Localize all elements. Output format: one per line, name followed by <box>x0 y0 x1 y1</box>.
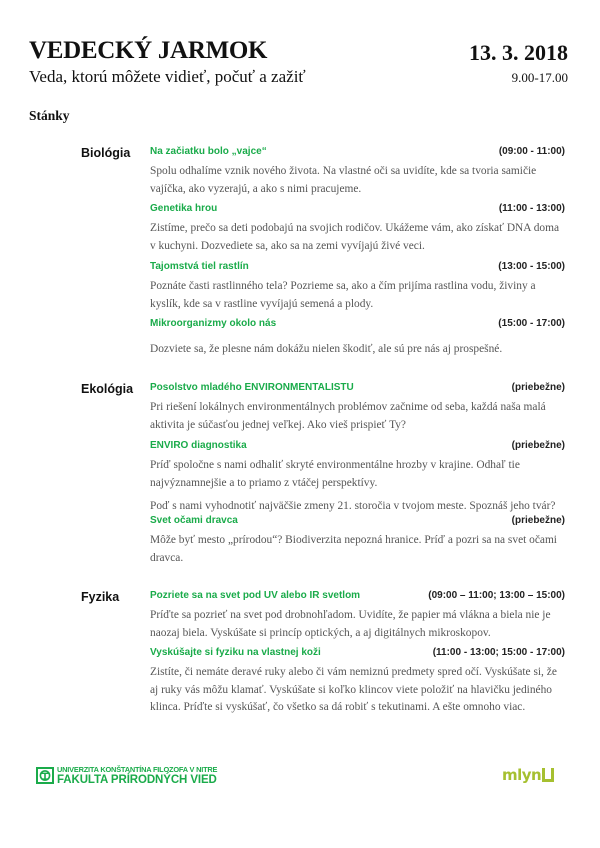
stand-description: Príď spoločne s nami odhaliť skryté environmentálne hrozby v krajine. Odhaľ tie najvýznamnejšie a to priamo z vtáčej perspektívy. <box>150 459 520 489</box>
mlyny-logo-mark-icon <box>542 768 554 782</box>
stand-item <box>150 146 565 198</box>
university-emblem-icon <box>36 767 54 784</box>
event-date: 13. 3. 2018 <box>469 40 568 65</box>
stand-item <box>150 203 565 255</box>
stand-item <box>150 515 565 567</box>
stand-time: (11:00 - 13:00) <box>498 203 565 214</box>
stand-title: Vyskúšajte si fyziku na vlastnej koži <box>150 647 321 658</box>
stand-item <box>150 590 565 642</box>
stand-time: (priebežne) <box>511 382 565 393</box>
category-label: Fyzika <box>81 590 120 604</box>
stand-title: Genetika hrou <box>150 203 218 214</box>
mlyny-logo <box>502 766 554 784</box>
stand-description: Zistíte, či nemáte deravé ruky alebo či vám nemiznú predmety spred očí. Vyskúšate si, že aj ruky vás môžu klamať. Vyskúšate si koľko klincov viete položiť na hlavičku jediného klinca. Príďte si vyskúšať, čo všetko sa dá robiť s tekutinami. A ešte omnoho viac. <box>150 666 557 713</box>
category-label: Ekológia <box>81 382 134 396</box>
stand-item <box>150 382 565 434</box>
stand-extra-description: Poď s nami vyhodnotiť najväčšie zmeny 21. storočia v tvojom meste. Spoznáš jeho tvár? <box>150 500 556 512</box>
stand-item <box>150 647 565 717</box>
stand-title: ENVIRO diagnostika <box>150 440 247 451</box>
stand-item <box>150 440 565 515</box>
stand-item <box>150 261 565 313</box>
faculty-name: FAKULTA PRÍRODNÝCH VIED <box>57 774 217 786</box>
stand-title: Tajomstvá tiel rastlín <box>150 261 249 272</box>
stand-description: Poznáte časti rastlinného tela? Pozrieme sa, ako a čím prijíma rastlina vodu, živiny a kyslík, kde sa v rastline vyvíjajú semená a plody. <box>150 280 536 310</box>
category-label: Biológia <box>81 146 131 160</box>
stand-time: (09:00 – 11:00; 13:00 – 15:00) <box>428 590 565 601</box>
stand-description: Príďte sa pozrieť na svet pod drobnohľadom. Uvidíte, že papier má vlákna a biela nie je naozaj biela. Vyskúšate si princíp optických, a aj digitálnych mikroskopov. <box>150 609 551 639</box>
stand-item <box>150 318 565 359</box>
stand-time: (11:00 - 13:00; 15:00 - 17:00) <box>432 647 565 658</box>
stand-description: Pri riešení lokálnych environmentálnych problémov začnime od seba, každá naša malá aktivita je súčasťou jednej veľkej. Ako vieš prispieť Ty? <box>150 401 546 431</box>
event-hours: 9.00-17.00 <box>511 70 568 85</box>
stand-description: Spolu odhalíme vznik nového života. Na vlastné oči sa uvidíte, kde sa tvoria samičie vajíčka, ako vyzerajú, a ako s nimi pracujeme. <box>150 165 537 195</box>
stand-title: Svet očami dravca <box>150 515 238 526</box>
page-subtitle: Veda, ktorú môžete vidieť, počuť a zažiť <box>29 67 306 86</box>
stand-title: Posolstvo mladého ENVIRONMENTALISTU <box>150 382 354 393</box>
stand-time: (priebežne) <box>511 440 565 451</box>
stand-time: (priebežne) <box>511 515 565 526</box>
stand-description: Dozviete sa, že plesne nám dokážu nielen škodiť, ale sú pre nás aj prospešné. <box>150 343 503 355</box>
section-heading: Stánky <box>29 108 70 123</box>
stand-time: (15:00 - 17:00) <box>498 318 565 329</box>
mlyny-logo-text: mlyn <box>502 766 542 784</box>
stand-title: Mikroorganizmy okolo nás <box>150 318 277 329</box>
page-title: VEDECKÝ JARMOK <box>29 37 268 64</box>
stand-time: (09:00 - 11:00) <box>498 146 565 157</box>
university-name: UNIVERZITA KONŠTANTÍNA FILOZOFA V NITRE <box>57 765 218 774</box>
ukf-fpv-logo <box>36 765 217 786</box>
stand-description: Zistíme, prečo sa deti podobajú na svojich rodičov. Ukážeme vám, ako získať DNA doma v kuchyni. Dozvediete sa, ako sa na zemi vyvíjajú živé veci. <box>150 222 560 252</box>
stand-time: (13:00 - 15:00) <box>498 261 565 272</box>
stand-title: Na začiatku bolo „vajce“ <box>150 146 267 157</box>
stand-description: Môže byť mesto „prírodou“? Biodiverzita nepozná hranice. Príď a pozri sa na svet očami dravca. <box>150 534 557 564</box>
stand-title: Pozriete sa na svet pod UV alebo IR svetlom <box>150 590 361 601</box>
